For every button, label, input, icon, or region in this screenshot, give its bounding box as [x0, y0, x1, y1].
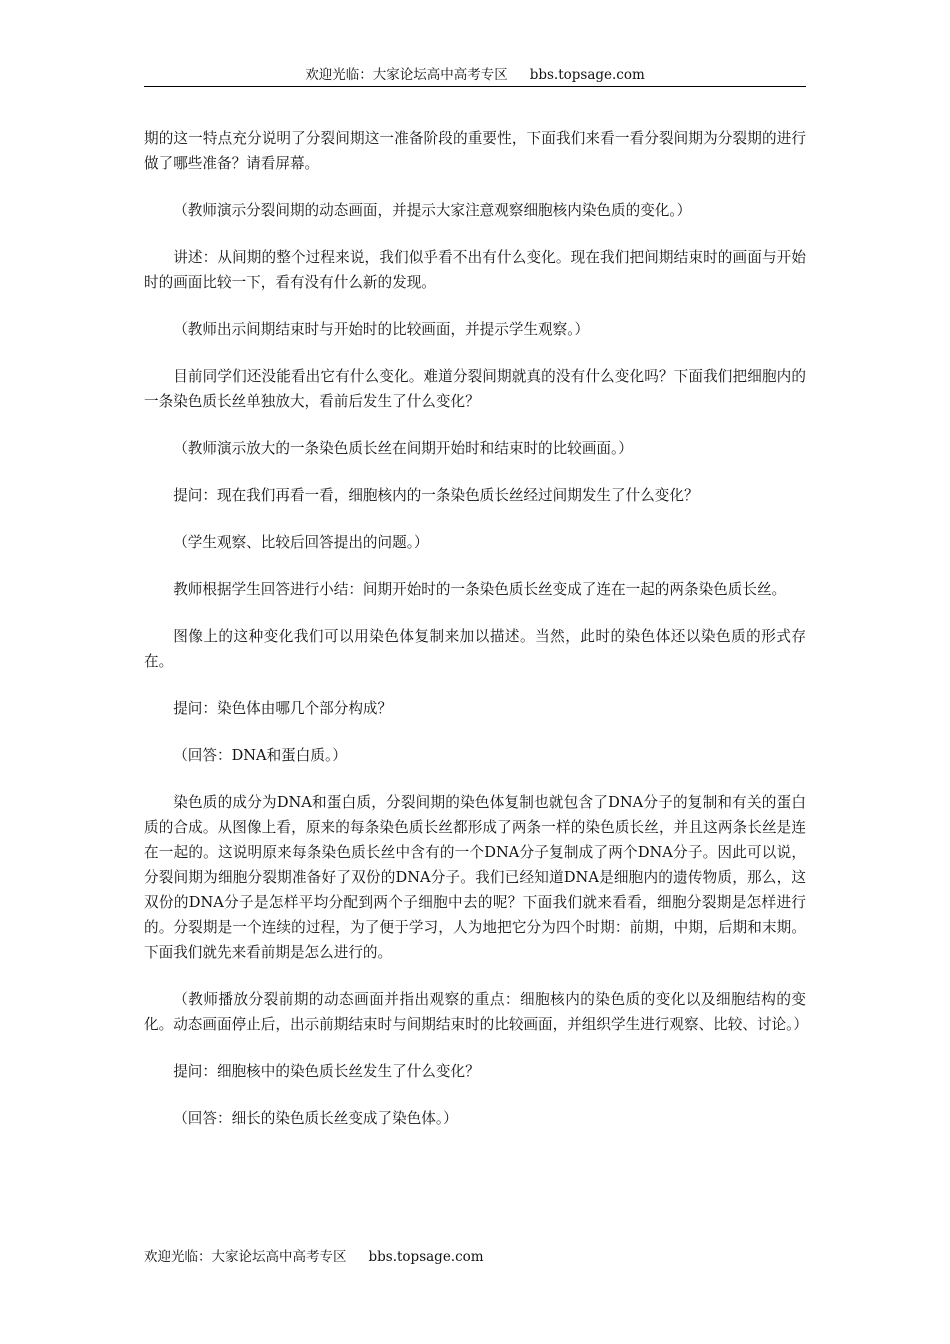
paragraph: （学生观察、比较后回答提出的问题。） [173, 534, 429, 551]
page-header [144, 66, 806, 84]
page-footer [144, 1248, 484, 1266]
paragraph: 讲述：从间期的整个过程来说，我们似乎看不出有什么变化。现在我们把间期结束时的画面与开始时的画面比较一下，看有没有什么新的发现。 [144, 249, 806, 291]
paragraph: 提问：染色体由哪几个部分构成？ [173, 700, 393, 717]
header-divider [144, 86, 806, 87]
paragraph: 染色质的成分为DNA和蛋白质，分裂间期的染色体复制也就包含了DNA分子的复制和有关的蛋白质的合成。从图像上看，原来的每条染色质长丝都形成了两条一样的染色质长丝，并且这两条长丝是连在一起的。这说明原来每条染色质长丝中含有的一个DNA分子复制成了两个DNA分子。因此可以说，分裂间期为细胞分裂期准备好了双份的DNA分子。我们已经知道DNA是细胞内的遗传物质，那么，这双份的DNA分子是怎样平均分配到两个子细胞中去的呢？下面我们就来看看，细胞分裂期是怎样进行的。分裂期是一个连续的过程，为了便于学习，人为地把它分为四个时期：前期，中期，后期和末期。下面我们就先来看前期是怎么进行的。 [144, 794, 806, 961]
paragraph: 目前同学们还没能看出它有什么变化。难道分裂间期就真的没有什么变化吗？下面我们把细胞内的一条染色质长丝单独放大，看前后发生了什么变化？ [144, 368, 806, 410]
footer-url[interactable]: bbs.topsage.com [368, 1249, 484, 1265]
paragraph: （教师演示分裂间期的动态画面，并提示大家注意观察细胞核内染色质的变化。） [173, 202, 692, 219]
paragraph: 期的这一特点充分说明了分裂间期这一准备阶段的重要性，下面我们来看一看分裂间期为分裂期的进行做了哪些准备？请看屏幕。 [144, 130, 806, 172]
document-body [144, 126, 809, 1153]
paragraph: 图像上的这种变化我们可以用染色体复制来加以描述。当然，此时的染色体还以染色质的形式存在。 [144, 628, 806, 670]
paragraph: （教师演示放大的一条染色质长丝在间期开始时和结束时的比较画面。） [173, 440, 633, 457]
paragraph: 提问：细胞核中的染色质长丝发生了什么变化？ [173, 1063, 480, 1080]
paragraph: （回答：DNA和蛋白质。） [173, 747, 347, 764]
header-welcome-text: 欢迎光临：大家论坛高中高考专区 [305, 67, 508, 83]
paragraph: （教师播放分裂前期的动态画面并指出观察的重点：细胞核内的染色质的变化以及细胞结构的变化。动态画面停止后，出示前期结束时与间期结束时的比较画面，并组织学生进行观察、比较、讨论。） [144, 991, 809, 1033]
paragraph: 提问：现在我们再看一看，细胞核内的一条染色质长丝经过间期发生了什么变化？ [173, 487, 699, 504]
paragraph: （教师出示间期结束时与开始时的比较画面，并提示学生观察。） [173, 321, 590, 338]
paragraph: 教师根据学生回答进行小结：间期开始时的一条染色质长丝变成了连在一起的两条染色质长丝。 [173, 581, 787, 598]
header-url[interactable]: bbs.topsage.com [529, 67, 645, 83]
footer-welcome-text: 欢迎光临：大家论坛高中高考专区 [144, 1249, 347, 1265]
paragraph: （回答：细长的染色质长丝变成了染色体。） [173, 1110, 458, 1127]
